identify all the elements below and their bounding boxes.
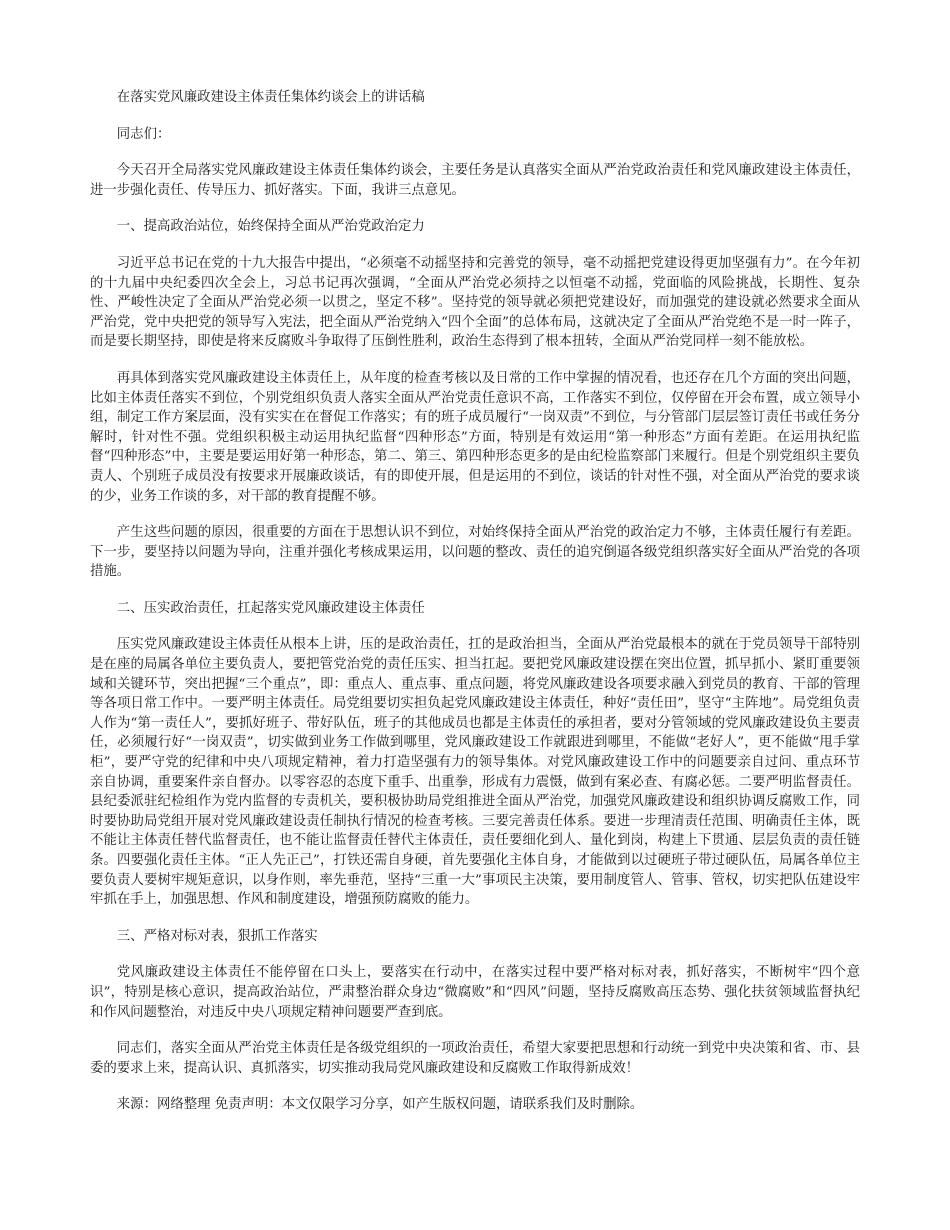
section-2-heading: 二、压实政治责任，扛起落实党风廉政建设主体责任 xyxy=(116,600,425,616)
source-disclaimer: 来源：网络整理 免责声明：本文仅限学习分享，如产生版权问题，请联系我们及时删除。 xyxy=(116,1097,644,1113)
section-1-paragraph-3: 产生这些问题的原因，很重要的方面在于思想认识不到位，对始终保持全面从严治党的政治定力不够，主体责任履行有差距。下一步，要坚持以问题为导向，注重并强化考核成果运用，以问题的整改、责任的追究倒逼各级党组织落实好全面从严治党的各项措施。 xyxy=(90,525,860,580)
section-1-paragraph-1: 习近平总书记在党的十九大报告中提出，“必须毫不动摇坚持和完善党的领导，毫不动摇把党建设得更加坚强有力”。在今年初的十九届中央纪委四次全会上，习总书记再次强调，“全面从严治党必须持之以恒毫不动摇，党面临的风险挑战，长期性、复杂性、严峻性决定了全面从严治党必须一以贯之，坚定不移”。坚持党的领导就必须把党建设好，而加强党的建设就必然要求全面从严治党，党中央把党的领导写入宪法，把全面从严治党纳入“四个全面”的总体布局，这就决定了全面从严治党绝不是一时一阵子，而是要长期坚持，即使是将来反腐败斗争取得了压倒性胜利，政治生态得到了根本扭转，全面从严治党同样一刻不能放松。 xyxy=(90,255,860,350)
salutation: 同志们： xyxy=(116,126,171,142)
intro-paragraph: 今天召开全局落实党风廉政建设主体责任集体约谈会，主要任务是认真落实全面从严治党政治责任和党风廉政建设主体责任，进一步强化责任、传导压力、抓好落实。下面，我讲三点意见。 xyxy=(90,163,860,198)
section-3-paragraph-1: 党风廉政建设主体责任不能停留在口头上，要落实在行动中，在落实过程中要严格对标对表，抓好落实，不断树牢“四个意识”，特别是核心意识，提高政治站位，严肃整治群众身边“微腐败”和“四风”问题，坚持反腐败高压态势、强化扶贫领域监督执纪和作风问题整治，对违反中央八项规定精神问题要严查到底。 xyxy=(90,965,860,1020)
document-title: 在落实党风廉政建设主体责任集体约谈会上的讲话稿 xyxy=(116,90,425,105)
section-2-paragraph-1: 压实党风廉政建设主体责任从根本上讲，压的是政治责任，扛的是政治担当，全面从严治党最根本的就在于党员领导干部特别是在座的局属各单位主要负责人，要把管党治党的责任压实、担当扛起。要把党风廉政建设摆在突出位置，抓早抓小、紧盯重要领域和关键环节，突出把握“三个重点”，即：重点人、重点事、重点问题，将党风廉政建设各项要求融入到党员的教育、干部的管理等各项日常工作中。一要严明主体责任。局党组要切实担负起党风廉政建设主体责任，种好“责任田”，坚守“主阵地”。局党组负责人作为“第一责任人”，要抓好班子、带好队伍，班子的其他成员也都是主体责任的承担者，要对分管领域的党风廉政建设负主要责任，必须履行好“一岗双责”，切实做到业务工作做到哪里，党风廉政建设工作就跟进到哪里，不能做“老好人”，更不能做“甩手掌柜”，要严守党的纪律和中央八项规定精神，着力打造坚强有力的领导集体。对党风廉政建设工作中的问题要亲自过问、重点环节亲自协调，重要案件亲自督办。以零容忍的态度下重手、出重拳，形成有力震慑，做到有案必查、有腐必惩。二要严明监督责任。县纪委派驻纪检组作为党内监督的专责机关，要积极协助局党组推进全面从严治党，加强党风廉政建设和组织协调反腐败工作，同时要协助局党组开展对党风廉政建设责任制执行情况的检查考核。三要完善责任体系。要进一步理清责任范围、明确责任主体，既不能让主体责任替代监督责任，也不能让监督责任替代主体责任，责任要细化到人、量化到岗，构建上下贯通、层层负责的责任链条。四要强化责任主体。“正人先正己”，打铁还需自身硬，首先要强化主体自身，才能做到以过硬班子带过硬队伍，局属各单位主要负责人要树牢规矩意识，以身作则，率先垂范，坚持“三重一大”事项民主决策，要用制度管人、管事、管权，切实把队伍建设牢牢抓在手上，加强思想、作风和制度建设，增强预防腐败的能力。 xyxy=(90,637,860,908)
closing-paragraph: 同志们，落实全面从严治党主体责任是各级党组织的一项政治责任，希望大家要把思想和行动统一到党中央决策和省、市、县委的要求上来，提高认识、真抓落实，切实推动我局党风廉政建设和反腐败工作取得新成效！ xyxy=(90,1041,860,1076)
section-3-heading: 三、严格对标对表，狠抓工作落实 xyxy=(116,928,318,944)
section-1-paragraph-2: 再具体到落实党风廉政建设主体责任上，从年度的检查考核以及日常的工作中掌握的情况看，也还存在几个方面的突出问题，比如主体责任落实不到位，个别党组织负责人落实全面从严治党责任意识不高，工作落实不到位，仅停留在开会布置，成立领导小组，制定工作方案层面，没有实实在在督促工作落实；有的班子成员履行“一岗双责”不到位，与分管部门层层签订责任书或任务分解时，针对性不强。党组织积极主动运用执纪监督“四种形态”方面，特别是有效运用“第一种形态”方面有差距。在运用执纪监督“四种形态”中，主要是要运用好第一种形态，第二、第三、第四种形态更多的是由纪检监察部门来履行。但是个别党组织主要负责人、个别班子成员没有按要求开展廉政谈话，有的即使开展，但是运用的不到位，谈话的针对性不强，对全面从严治党的要求谈的少，业务工作谈的多，对干部的教育提醒不够。 xyxy=(90,370,860,504)
section-1-heading: 一、提高政治站位，始终保持全面从严治党政治定力 xyxy=(116,219,425,235)
